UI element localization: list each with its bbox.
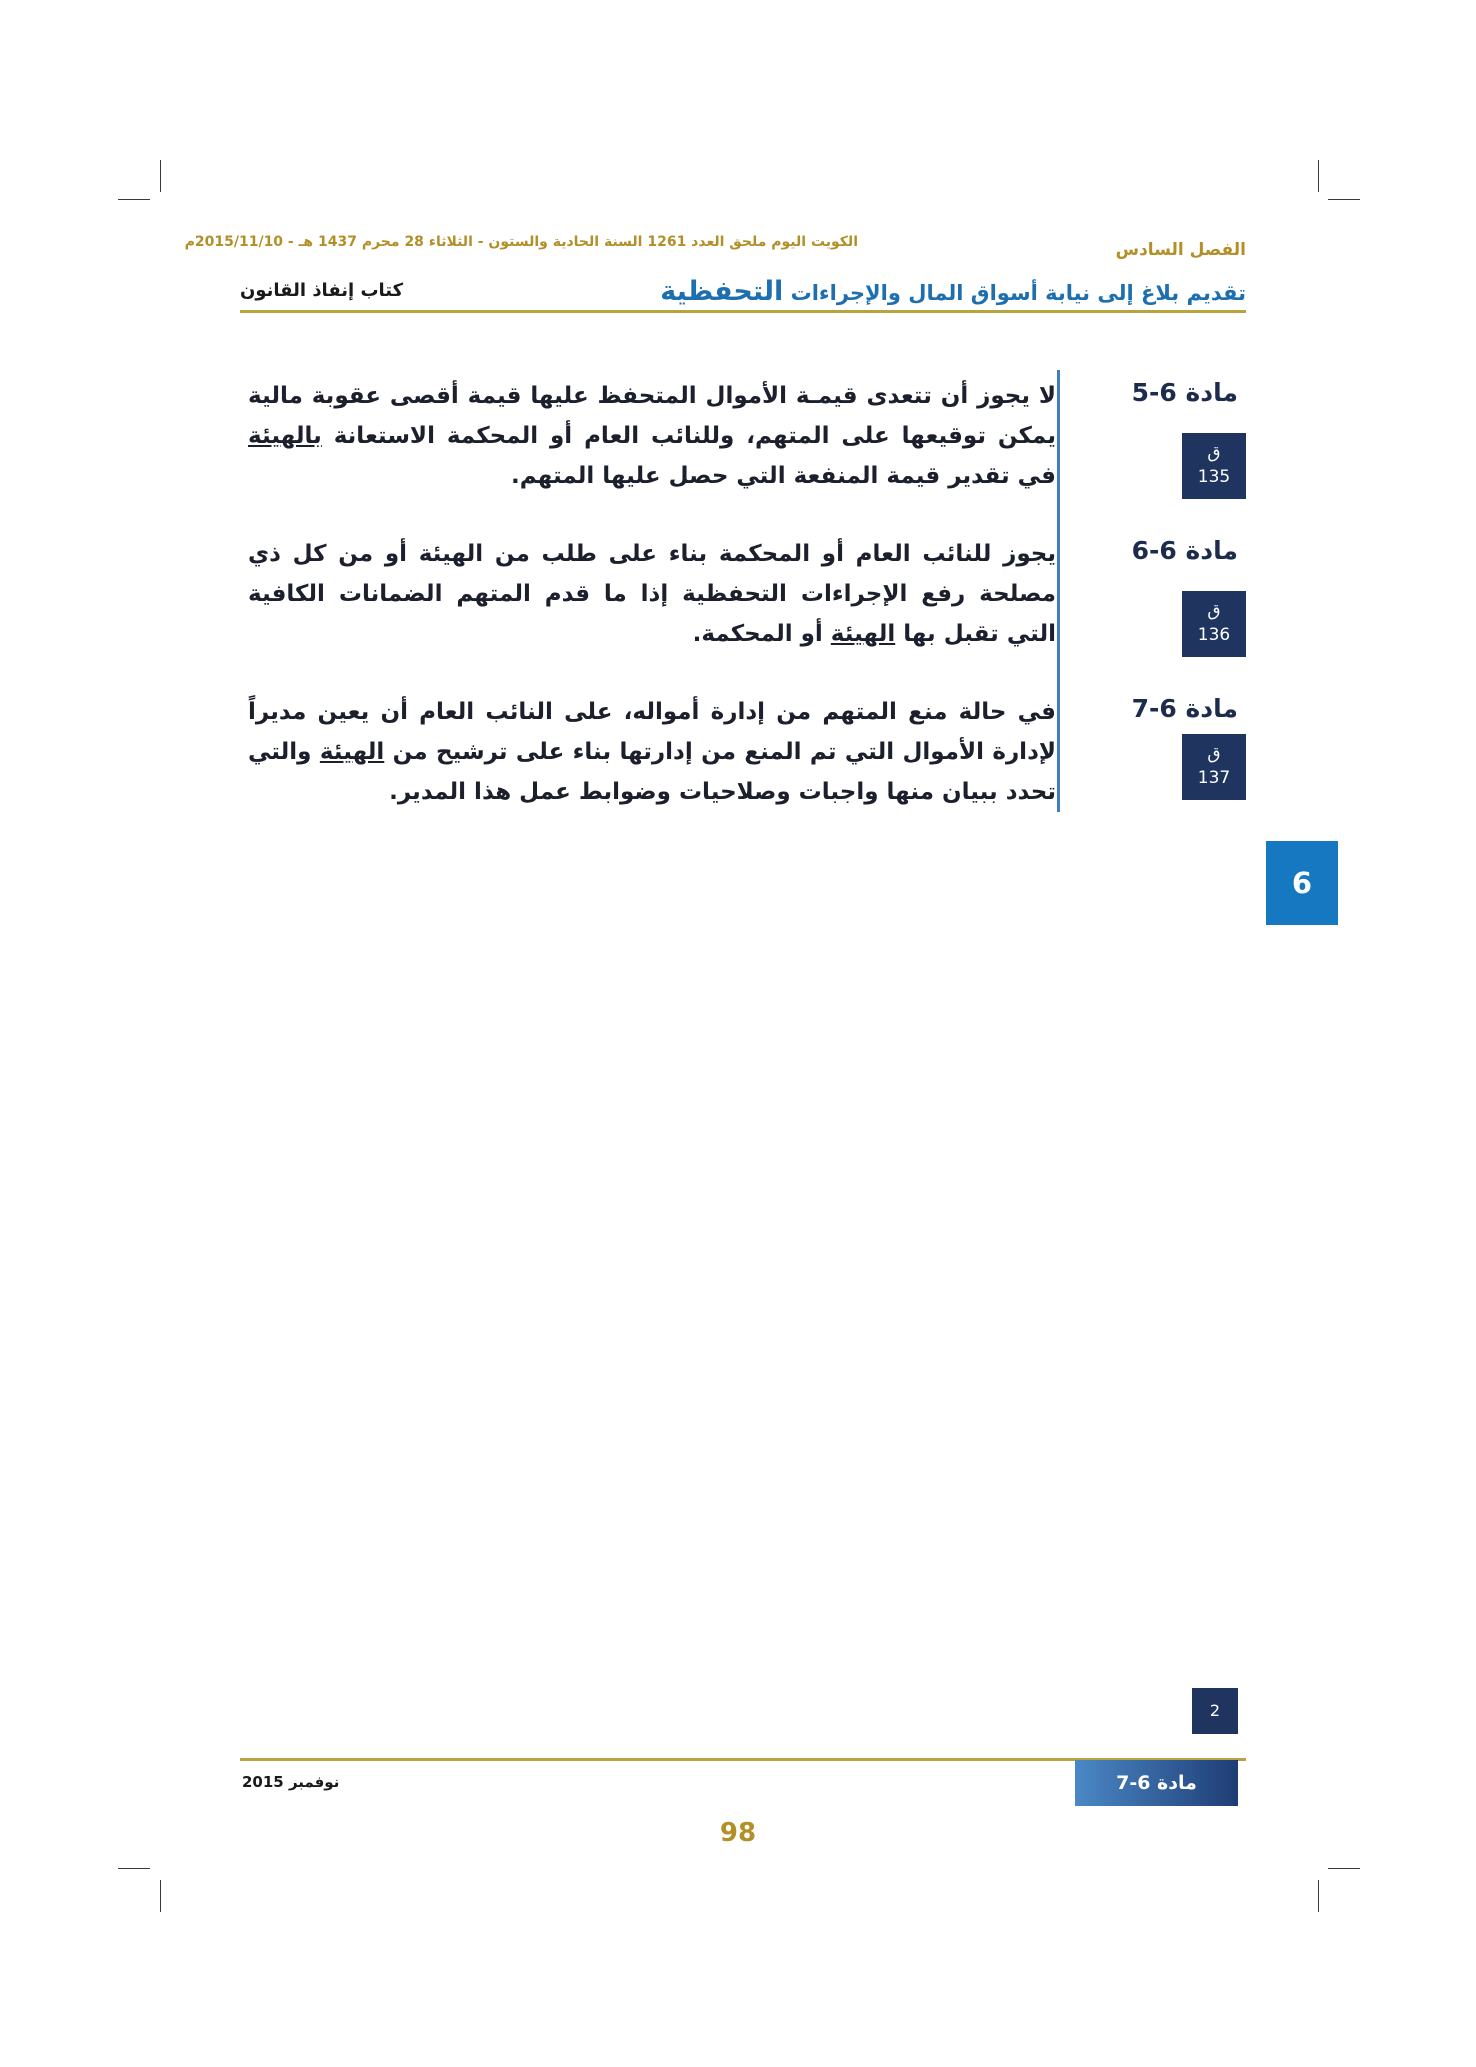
page-counter-badge: 2	[1192, 1688, 1238, 1734]
law-reference-badge	[1182, 734, 1246, 800]
law-reference-letter: ق	[1207, 744, 1221, 764]
article-label: مادة 6-7	[1131, 694, 1238, 723]
law-reference-badge	[1182, 433, 1246, 499]
article-text-part: في تقدير قيمة المنفعة التي حصل عليها المتهم.	[511, 463, 1056, 489]
article-text-part: والتي تحدد ببيان منها واجبات وصلاحيات وضوابط عمل هذا المدير.	[248, 739, 1056, 805]
law-reference-badge	[1182, 591, 1246, 657]
chapter-tab: 6	[1266, 841, 1338, 925]
crop-mark	[1328, 1868, 1360, 1869]
law-reference-number: 137	[1197, 768, 1231, 788]
crop-mark	[1318, 1880, 1319, 1912]
section-title-emphasis: التحفظية	[660, 276, 784, 307]
article-text-part: لا يجوز أن تتعدى قيمـة الأموال المتحفظ عليها قيمة أقصى عقوبة مالية يمكن توقيعها على المتهم، وللنائب العام أو المحكمة الاستعانة	[248, 383, 1056, 449]
article-text	[248, 376, 1056, 496]
crop-mark	[160, 1880, 161, 1912]
gazette-meta: الكويت اليوم ملحق العدد 1261 السنة الحادية والستون - الثلاثاء 28 محرم 1437 هـ - 2015/11/10م	[184, 234, 858, 250]
page-number: 98	[719, 1818, 757, 1848]
law-reference-number: 136	[1197, 625, 1231, 645]
article-text-underlined: الهيئة	[830, 621, 896, 647]
footer-article-label: مادة 6-7	[1075, 1760, 1238, 1806]
footer-date: نوفمبر 2015	[242, 1773, 340, 1791]
article-text-underlined: بالهيئة	[248, 423, 322, 449]
article-text-part: في حالة منع المتهم من إدارة أمواله، على النائب العام أن يعين مديراً لإدارة الأموال التي تم المنع من إدارتها بناء على ترشيح من	[248, 699, 1056, 765]
article-label: مادة 6-6	[1131, 536, 1238, 565]
crop-mark	[118, 1868, 150, 1869]
article-text-part: أو المحكمة.	[692, 621, 831, 647]
law-reference-number: 135	[1197, 467, 1231, 487]
chapter-title: الفصل السادس	[1115, 240, 1246, 260]
header-divider	[240, 310, 1246, 313]
article-text-underlined: الهيئة	[319, 739, 385, 765]
crop-mark	[1318, 160, 1319, 192]
section-title	[660, 276, 1246, 307]
article-label: مادة 6-5	[1131, 378, 1238, 407]
section-title-prefix: تقديم بلاغ إلى نيابة أسواق المال والإجراءات	[790, 281, 1246, 305]
article-text-part: يجوز للنائب العام أو المحكمة بناء على طلب من الهيئة أو من كل ذي مصلحة رفع الإجراءات التحفظية إذا ما قدم المتهم الضمانات الكافية التي تقبل بها	[248, 541, 1056, 647]
law-reference-letter: ق	[1207, 443, 1221, 463]
law-reference-letter: ق	[1207, 601, 1221, 621]
article-divider-line	[1057, 370, 1060, 812]
crop-mark	[118, 199, 150, 200]
crop-mark	[160, 160, 161, 192]
book-title: كتاب إنفاذ القانون	[240, 280, 404, 301]
article-text	[248, 692, 1056, 812]
crop-mark	[1328, 199, 1360, 200]
article-text	[248, 534, 1056, 654]
